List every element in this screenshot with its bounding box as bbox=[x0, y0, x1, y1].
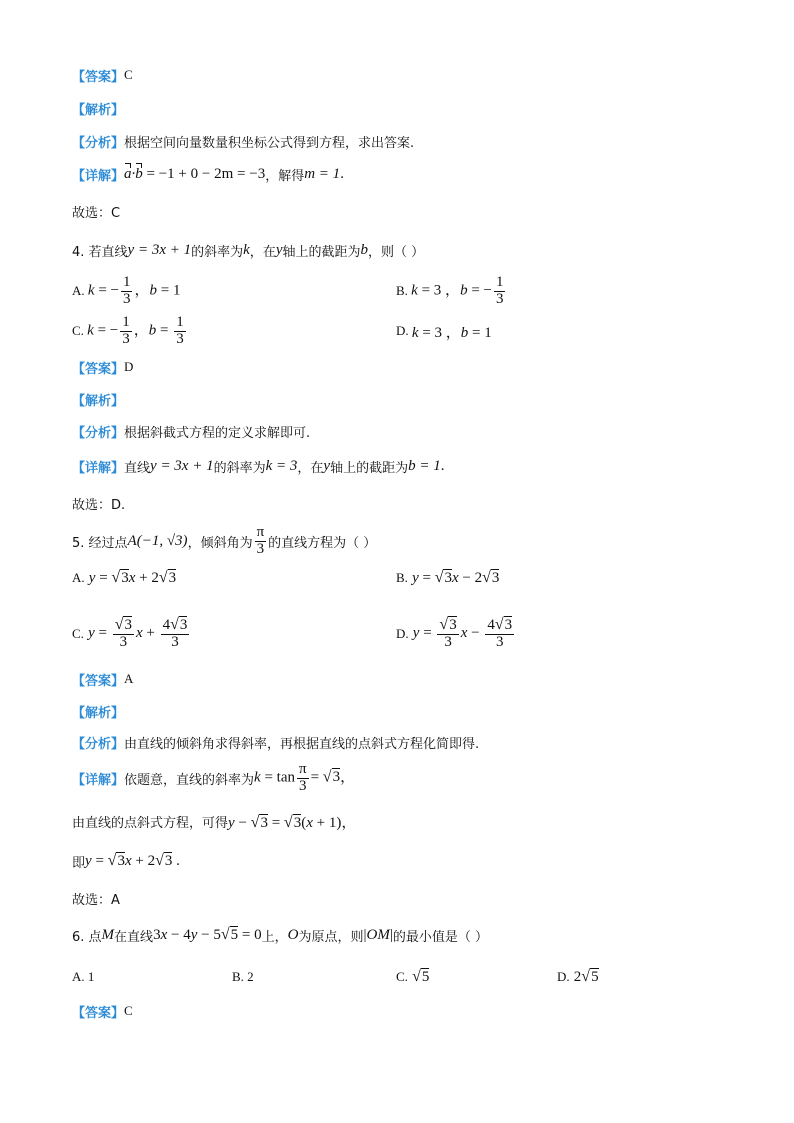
detail-tag: 【详解】 bbox=[72, 772, 125, 788]
q3-fenxi: 根据空间向量数量积坐标公式得到方程，求出答案. bbox=[124, 135, 415, 151]
q5-line3-pre: 即 bbox=[72, 855, 86, 871]
q5-detail-line3: 即 y = √3x + 2√3 . bbox=[72, 852, 180, 871]
q6-stem-o: O bbox=[287, 926, 299, 943]
q6-stem-mid2: 上， bbox=[261, 929, 288, 945]
q3-answer: C bbox=[124, 67, 133, 82]
q5-angle: $\frac{\pi}{3}$ bbox=[256, 523, 265, 557]
q5-answer-line bbox=[72, 664, 754, 694]
q6-option-b bbox=[232, 962, 254, 992]
q3-detail-result: m = 1 bbox=[304, 165, 341, 182]
q5-option-c-label: C. bbox=[72, 626, 84, 641]
q6-option-c-label: C. bbox=[396, 969, 408, 984]
q5-detail-line2: 由直线的点斜式方程，可得 y − √3 = √3(x + 1)， bbox=[72, 813, 357, 831]
q5-option-b-label: B. bbox=[396, 570, 408, 585]
fenxi-tag: 【分析】 bbox=[72, 135, 125, 151]
answer-tag: 【答案】 bbox=[72, 361, 125, 377]
q4-detail-mid2: ，在 bbox=[297, 460, 324, 476]
q6-answer: C bbox=[124, 1003, 133, 1018]
fenxi-tag: 【分析】 bbox=[72, 736, 125, 752]
q4-stem-y: y bbox=[275, 241, 283, 258]
q4-stem bbox=[72, 235, 754, 265]
q3-vec-a-b: a·b bbox=[124, 165, 143, 182]
q5-conclusion bbox=[72, 883, 754, 913]
q4-option-a: A. k = − $\frac{1}{3}$ ，b = 1 bbox=[72, 273, 181, 307]
q4-detail-y: y bbox=[323, 457, 331, 474]
q6-stem: 6. 点 M 在直线 3x − 4y − 5√5 = 0 上， O 为原点，则 |OM| 的最小值是（ ） bbox=[72, 926, 488, 945]
q4-stem-k: k bbox=[243, 241, 250, 258]
q3-detail-line: 【详解】 a·b = −1 + 0 − 2m = −3 ，解得 m = 1 . bbox=[72, 165, 344, 184]
q4-stem-mid1: 的斜率为 bbox=[191, 244, 244, 260]
fenxi-tag: 【分析】 bbox=[72, 425, 125, 441]
q4-detail-mid: 的斜率为 bbox=[213, 460, 266, 476]
detail-tag: 【详解】 bbox=[72, 460, 125, 476]
q4-option-b-label: B. bbox=[396, 283, 408, 298]
q4-detail-k: k = 3 bbox=[265, 457, 298, 474]
q4-stem-line: y = 3x + 1 bbox=[127, 241, 192, 258]
q4-option-c: C. k = − $\frac{1}{3}$ ，b = $\frac{1}{3}$ bbox=[72, 313, 184, 347]
q5-stem bbox=[72, 522, 754, 560]
q6-stem-m: M bbox=[101, 926, 115, 943]
q3-analysis-line bbox=[72, 93, 754, 123]
q6-stem-mid: 在直线 bbox=[114, 929, 154, 945]
detail-tag: 【详解】 bbox=[72, 168, 125, 184]
analysis-tag: 【解析】 bbox=[72, 393, 125, 409]
q5-stem-end: 的直线方程为（ ） bbox=[268, 535, 377, 551]
q6-stem-mid3: 为原点，则 bbox=[298, 929, 364, 945]
q5-option-d-label: D. bbox=[396, 626, 409, 641]
analysis-tag: 【解析】 bbox=[72, 102, 125, 118]
q5-stem-pre: 5. 经过点 bbox=[72, 535, 128, 551]
q6-option-a-text: A. 1 bbox=[72, 969, 95, 984]
q3-answer-line bbox=[72, 60, 754, 90]
q5-option-a-label: A. bbox=[72, 570, 85, 585]
q3-conclusion-text: 故选：C bbox=[72, 205, 121, 221]
q6-option-b-text: B. 2 bbox=[232, 969, 254, 984]
q4-stem-pre: 4. 若直线 bbox=[72, 244, 128, 260]
q4-option-a-label: A. bbox=[72, 283, 85, 298]
answer-tag: 【答案】 bbox=[72, 69, 125, 85]
q3-conclusion bbox=[72, 196, 754, 226]
q4-stem-b: b bbox=[360, 241, 368, 258]
q5-option-d: D. y = $\frac{√3}{3}$ x − $\frac{4√3}{3}$ bbox=[396, 616, 513, 651]
q4-conclusion-text: 故选：D. bbox=[72, 497, 126, 513]
q5-fenxi-line bbox=[72, 727, 754, 757]
q4-fenxi-line bbox=[72, 416, 754, 446]
q4-option-d: D. k = 3 ，b = 1 bbox=[396, 323, 492, 341]
q5-answer: A bbox=[124, 671, 134, 686]
q5-option-a: A. y = √3x + 2√3 bbox=[72, 569, 177, 586]
q4-analysis-line bbox=[72, 384, 754, 414]
q6-option-d: D. 2√5 bbox=[557, 968, 599, 985]
q4-conclusion bbox=[72, 488, 754, 518]
analysis-tag: 【解析】 bbox=[72, 705, 125, 721]
q4-stem-mid2: ，在 bbox=[249, 244, 276, 260]
q4-answer: D bbox=[124, 359, 134, 374]
q5-conclusion-text: 故选：A bbox=[72, 892, 120, 908]
q5-analysis-line bbox=[72, 696, 754, 726]
q5-detail-pre: 依题意，直线的斜率为 bbox=[124, 772, 255, 788]
q4-detail-pre: 直线 bbox=[124, 460, 151, 476]
q4-stem-mid3: 轴上的截距为 bbox=[282, 244, 361, 260]
q4-detail-line: 【详解】 直线 y = 3x + 1 的斜率为 k = 3 ，在 y 轴上的截距为 b = 1 . bbox=[72, 457, 445, 476]
q4-option-c-label: C. bbox=[72, 323, 84, 338]
q4-detail-mid3: 轴上的截距为 bbox=[330, 460, 409, 476]
q6-stem-pre: 6. 点 bbox=[72, 929, 102, 945]
q4-stem-end: ，则（ ） bbox=[368, 244, 425, 260]
q6-stem-end: 的最小值是（ ） bbox=[392, 929, 488, 945]
q6-answer-line bbox=[72, 996, 754, 1026]
q4-option-d-label: D. bbox=[396, 323, 409, 338]
q4-detail-line-eq: y = 3x + 1 bbox=[150, 457, 214, 474]
q3-fenxi-line bbox=[72, 126, 754, 156]
q5-line2-pre: 由直线的点斜式方程，可得 bbox=[72, 815, 229, 831]
answer-tag: 【答案】 bbox=[72, 673, 125, 689]
q6-option-a bbox=[72, 962, 94, 992]
q4-detail-b: b = 1 bbox=[408, 457, 441, 474]
q6-option-c: C. √5 bbox=[396, 968, 430, 985]
q3-detail-post: ，解得 bbox=[265, 168, 305, 184]
q4-fenxi: 根据斜截式方程的定义求解即可. bbox=[124, 425, 311, 441]
q6-option-d-label: D. bbox=[557, 969, 570, 984]
q5-stem-point: A(−1, √3) bbox=[127, 532, 188, 549]
answer-tag: 【答案】 bbox=[72, 1005, 125, 1021]
q5-detail-line: 【详解】 依题意，直线的斜率为 k = tan $\frac{\pi}{3}$ = √3， bbox=[72, 760, 356, 794]
q4-option-b: B. k = 3 ，b = − $\frac{1}{3}$ bbox=[396, 273, 504, 307]
q5-option-c: C. y = $\frac{√3}{3}$ x + $\frac{4√3}{3}$ bbox=[72, 616, 188, 651]
q4-answer-line bbox=[72, 352, 754, 382]
q5-option-b: B. y = √3x − 2√3 bbox=[396, 569, 500, 586]
q5-fenxi: 由直线的倾斜角求得斜率，再根据直线的点斜式方程化简即得. bbox=[124, 736, 480, 752]
q3-detail-expr: = −1 + 0 − 2m = −3 bbox=[146, 165, 266, 182]
q5-stem-mid: ，倾斜角为 bbox=[187, 535, 253, 551]
